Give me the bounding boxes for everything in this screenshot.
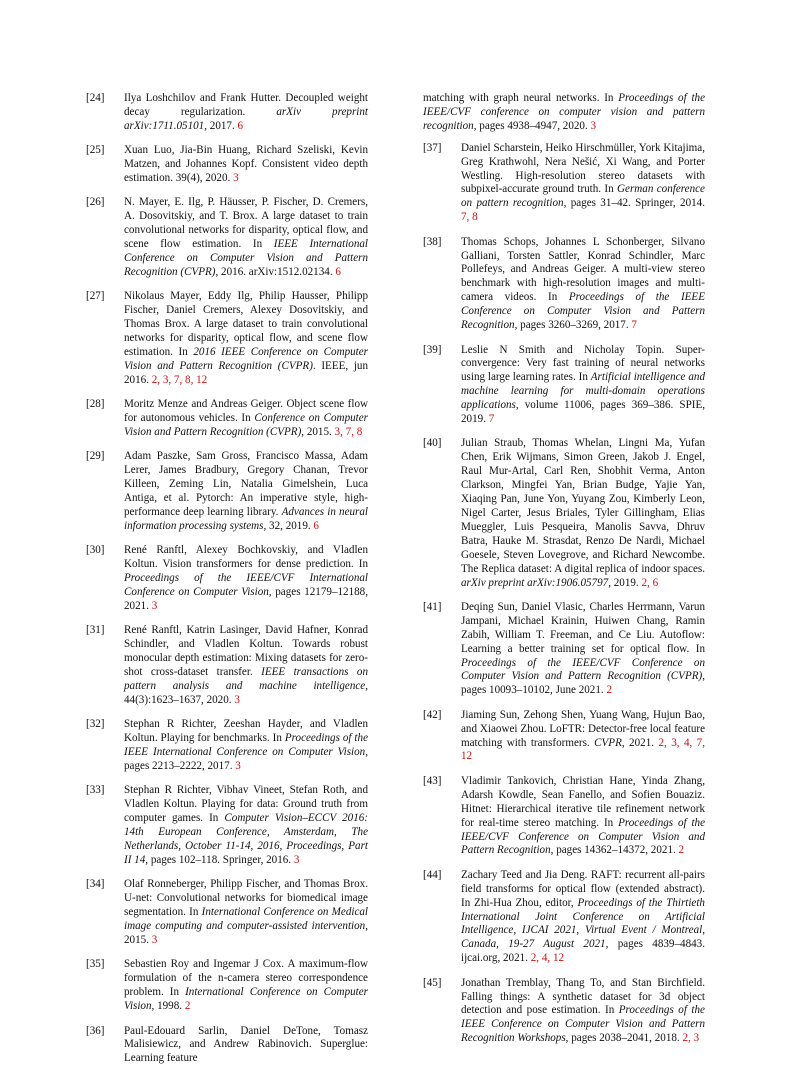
reference-details: , 1998. — [151, 1000, 185, 1013]
reference-number: [29] — [86, 450, 105, 463]
reference-entry — [86, 544, 368, 614]
reference-text: Jiaming Sun, Zehong Shen, Yuang Wang, Hujun Bao, and Xiaowei Zhou. LoFTR: Detector-free local feature matching with transformers. — [461, 708, 705, 749]
reference-venue: International Conference on Computer Vision — [124, 986, 368, 1013]
reference-text: Julian Straub, Thomas Whelan, Lingni Ma, Yufan Chen, Erik Wijmans, Simon Green, Jakob J. Engel, Raul Mur-Artal, Carl Ren, Shobhit Verma, Anton Clarkson, Mingfei Yan, Brian Budge, Yajie Yan, Xiaqing Pan, June Yon, Yuyang Zou, Kimberly Leon, Nigel Carter, Jesus Briales, Tyler Gillingham, Elias Mueggler, Luis Pesqueira, Manolis Savva, Dhruv Batra, Hauke M. Strasdat, Renzo De Nardi, Michael Goesele, Steven Lovegrove, and Richard Newcombe. The Replica dataset: A digital replica of indoor spaces. — [461, 437, 705, 575]
reference-entry — [423, 709, 705, 765]
reference-backlinks[interactable]: 7 — [488, 413, 495, 426]
reference-venue: arXiv preprint arXiv:1906.05797 — [461, 576, 609, 589]
reference-number: [39] — [423, 343, 442, 356]
reference-entry — [423, 142, 705, 225]
reference-venue: arXiv preprint arXiv:1711.05101 — [124, 105, 368, 132]
reference-backlinks[interactable]: 2, 3 — [682, 1032, 700, 1045]
reference-number: [37] — [423, 141, 442, 154]
reference-venue: Proceedings of the Thirtieth International Joint Conference on Artificial Intelligence, IJCAI 2021, Virtual Event / Montreal, Canada, 19-27 August 2021 — [461, 896, 705, 951]
reference-entry — [86, 718, 368, 774]
reference-backlinks[interactable]: 2 — [678, 844, 685, 857]
reference-text: Thomas Schops, Johannes L Schonberger, Silvano Galliani, Torsten Sattler, Konrad Schindler, Marc Pollefeys, and Andreas Geiger. A multi-view stereo benchmark with high-resolution images and multi-camera videos. In — [461, 235, 705, 304]
reference-venue: Proceedings of the IEEE/CVF Conference on Computer Vision and Pattern Recognition — [461, 816, 706, 857]
reference-details: , pages 2038–2041, 2018. — [565, 1032, 683, 1045]
reference-venue: Proceedings of the IEEE/CVF Conference on Computer Vision and Pattern Recognition (CVPR) — [461, 656, 705, 683]
reference-entry — [86, 450, 368, 533]
reference-entry — [86, 92, 368, 134]
reference-details: , 2019. — [608, 576, 642, 589]
reference-entry — [423, 775, 705, 858]
reference-details: , 2015. — [124, 920, 368, 947]
reference-backlinks[interactable]: 3 — [151, 934, 158, 947]
reference-number: [28] — [86, 398, 105, 411]
reference-number: [27] — [86, 290, 105, 303]
reference-text: Xuan Luo, Jia-Bin Huang, Richard Szeliski, Kevin Matzen, and Johannes Kopf. Consistent video depth estimation. 39(4), 2020. — [124, 144, 368, 185]
reference-venue: Advances in neural information processing systems — [124, 506, 368, 532]
reference-details: , 44(3):1623–1637, 2020. — [124, 680, 368, 706]
reference-details: , volume 11006, pages 369–386. SPIE, 2019. — [461, 399, 705, 426]
reference-number: [44] — [423, 868, 442, 881]
reference-text: matching with graph neural networks. In — [423, 92, 619, 104]
reference-entry — [86, 290, 368, 387]
reference-venue: Proceedings of the IEEE Conference on Computer Vision and Pattern Recognition — [461, 291, 705, 332]
reference-backlinks[interactable]: 3 — [234, 693, 240, 706]
reference-entry — [86, 784, 368, 867]
reference-details: , pages 102–118. Springer, 2016. — [145, 854, 294, 866]
reference-backlinks[interactable]: 2, 6 — [641, 576, 659, 589]
reference-venue: IEEE International Conference on Computer Vision and Pattern Recognition (CVPR) — [124, 238, 369, 278]
reference-text: Leslie N Smith and Nicholay Topin. Super-convergence: Very fast training of neural networks using large learning rates. In — [461, 343, 705, 384]
reference-venue: Proceedings of the IEEE Conference on Computer Vision and Pattern Recognition Workshops — [461, 1004, 705, 1045]
reference-text: René Ranftl, Katrin Lasinger, David Hafner, Konrad Schindler, and Vladlen Koltun. Towards robust monocular depth estimation: Mixing datasets for zero-shot cross-dataset transfer. — [124, 624, 368, 679]
reference-backlinks[interactable]: 3 — [293, 854, 300, 866]
reference-entry — [423, 344, 705, 427]
reference-entry — [86, 398, 368, 440]
reference-details: , pages 4839–4843. ijcai.org, 2021. — [461, 938, 705, 965]
reference-entry — [423, 977, 705, 1047]
reference-entry — [423, 92, 705, 134]
reference-text: Nikolaus Mayer, Eddy Ilg, Philip Hausser, Philipp Fischer, Daniel Cremers, Alexey Dosovitskiy, and Thomas Brox. A large dataset to train convolutional networks for disparity, optical flow, and scene flow estimation. In — [124, 290, 368, 358]
reference-details: , 2017. — [204, 119, 238, 132]
reference-backlinks[interactable]: 3 — [590, 119, 597, 132]
reference-text: Zachary Teed and Jia Deng. RAFT: recurrent all-pairs field transforms for optical flow (extended abstract). In Zhi-Hua Zhou, editor, — [461, 868, 705, 909]
reference-entry — [423, 236, 705, 333]
reference-entry — [86, 144, 368, 186]
reference-number: [33] — [86, 784, 105, 797]
reference-number: [32] — [86, 718, 105, 731]
reference-number: [40] — [423, 437, 442, 450]
reference-entry — [423, 437, 705, 590]
reference-details: , pages 31–42. Springer, 2014. — [563, 197, 705, 210]
reference-number: [30] — [86, 544, 105, 557]
reference-venue: Artificial intelligence and machine learning for multi-domain operations applications — [461, 371, 705, 412]
reference-text: Paul-Edouard Sarlin, Daniel DeTone, Tomasz Malisiewicz, and Andrew Rabinovich. Superglue: Learning feature — [124, 1024, 368, 1065]
reference-text: Sebastien Roy and Ingemar J Cox. A maximum-flow formulation of the n-camera stereo correspondence problem. In — [124, 958, 368, 999]
reference-number: [38] — [423, 235, 442, 248]
reference-text: Adam Paszke, Sam Gross, Francisco Massa, Adam Lerer, James Bradbury, Gregory Chanan, Trevor Killeen, Zeming Lin, Natalia Gimelshein, Luca Antiga, et al. Pytorch: An imperative style, high-performance deep learning library. — [124, 450, 368, 519]
reference-venue: IEEE transactions on pattern analysis and machine intelligence — [124, 666, 368, 693]
reference-backlinks[interactable]: 3 — [235, 760, 241, 773]
reference-number: [36] — [86, 1024, 105, 1037]
reference-details: , pages 4938–4947, 2020. — [473, 119, 591, 132]
reference-venue: Conference on Computer Vision and Pattern Recognition (CVPR) — [124, 412, 368, 439]
reference-text: N. Mayer, E. Ilg, P. Häusser, P. Fischer, D. Cremers, A. Dosovitskiy, and T. Brox. A large dataset to train convolutional networks for disparity, optical flow, and scene flow estimation. In — [124, 196, 368, 251]
reference-text: Stephan R Richter, Zeeshan Hayder, and Vladlen Koltun. Playing for benchmarks. In — [124, 718, 368, 745]
reference-entry — [423, 601, 705, 698]
reference-backlinks[interactable]: 7, 8 — [461, 211, 478, 224]
reference-number: [24] — [86, 92, 105, 104]
reference-entry — [86, 878, 368, 948]
reference-details: , 2021. — [621, 736, 659, 749]
reference-backlinks[interactable]: 2, 3, 7, 8, 12 — [151, 373, 208, 386]
reference-backlinks[interactable]: 6 — [335, 265, 341, 278]
reference-venue: Computer Vision–ECCV 2016: 14th European Conference, Amsterdam, The Netherlands, October 11-14, 2016, Proceedings, Part II 14 — [124, 812, 368, 866]
reference-text: Deqing Sun, Daniel Vlasic, Charles Herrmann, Varun Jampani, Michael Krainin, Huiwen Chang, Ramin Zabih, William T. Freeman, and Ce Liu. Autoflow: Learning a better training set for optical flow. In — [461, 600, 705, 655]
reference-venue: Proceedings of the IEEE International Conference on Computer Vision — [124, 732, 368, 759]
reference-text: Olaf Ronneberger, Philipp Fischer, and Thomas Brox. U-net: Convolutional networks for biomedical image segmentation. In — [124, 878, 368, 919]
reference-backlinks[interactable]: 2 — [606, 684, 612, 697]
reference-number: [41] — [423, 600, 442, 613]
reference-text: Vladimir Tankovich, Christian Hane, Yinda Zhang, Adarsh Kowdle, Sean Fanello, and Sofien Bouaziz. Hitnet: Hierarchical iterative tile refinement network for real-time stereo matching. In — [461, 774, 705, 829]
references-right-column — [423, 92, 705, 1057]
reference-text: Moritz Menze and Andreas Geiger. Object scene flow for autonomous vehicles. In — [124, 398, 368, 425]
reference-entry — [86, 624, 368, 707]
reference-details: , pages 2213–2222, 2017. — [124, 746, 368, 773]
reference-venue: Proceedings of the IEEE/CVF International Conference on Computer Vision — [124, 572, 368, 599]
reference-venue: CVPR — [594, 736, 622, 749]
reference-backlinks[interactable]: 6 — [237, 119, 244, 132]
reference-entry — [423, 869, 705, 966]
reference-details: , pages 10093–10102, June 2021. — [461, 670, 705, 697]
reference-details: , 32, 2019. — [263, 519, 314, 532]
reference-backlinks[interactable]: 2, 3, 4, 7, 12 — [461, 736, 706, 763]
reference-number: [35] — [86, 958, 105, 971]
reference-text: René Ranftl, Alexey Bochkovskiy, and Vladlen Koltun. Vision transformers for dense prediction. In — [124, 544, 368, 571]
reference-details: , pages 14362–14372, 2021. — [550, 844, 679, 857]
reference-backlinks[interactable]: 6 — [313, 519, 319, 532]
reference-backlinks[interactable]: 3, 7, 8 — [334, 426, 363, 439]
reference-backlinks[interactable]: 3 — [151, 600, 158, 612]
reference-details: , pages 12179–12188, 2021. — [124, 586, 368, 612]
reference-number: [42] — [423, 708, 442, 721]
reference-text: Jonathan Tremblay, Thang To, and Stan Birchfield. Falling things: A synthetic dataset for 3d object detection and pose estimation. In — [461, 976, 705, 1017]
references-left-column — [86, 92, 368, 1077]
reference-venue: Proceedings of the IEEE/CVF conference on computer vision and pattern recognition — [423, 92, 705, 132]
reference-backlinks[interactable]: 7 — [631, 319, 637, 332]
reference-number: [45] — [423, 976, 442, 989]
reference-number: [26] — [86, 196, 105, 209]
reference-entry — [86, 1025, 368, 1067]
reference-venue: 2016 IEEE Conference on Computer Vision and Pattern Recognition (CVPR) — [124, 346, 369, 372]
reference-backlinks[interactable]: 2 — [184, 1000, 191, 1013]
reference-venue: International Conference on Medical image computing and computer-assisted intervention — [124, 906, 369, 933]
reference-text: Ilya Loshchilov and Frank Hutter. Decoupled weight decay regularization. — [124, 92, 368, 118]
reference-details: , 2016. arXiv:1512.02134. — [215, 265, 336, 278]
reference-details: , pages 3260–3269, 2017. — [514, 319, 632, 332]
reference-backlinks[interactable]: 2, 4, 12 — [530, 952, 565, 965]
reference-venue: German conference on pattern recognition — [461, 183, 705, 210]
reference-entry — [86, 958, 368, 1014]
reference-details: , 2015. — [301, 426, 335, 439]
reference-backlinks[interactable]: 3 — [233, 172, 239, 185]
reference-entry — [86, 196, 368, 279]
reference-details: . IEEE, jun 2016. — [124, 359, 368, 386]
reference-number: [31] — [86, 624, 105, 637]
reference-number: [34] — [86, 878, 105, 891]
reference-text: Stephan R Richter, Vibhav Vineet, Stefan Roth, and Vladlen Koltun. Playing for data: Ground truth from computer games. In — [124, 784, 368, 825]
reference-number: [25] — [86, 144, 105, 157]
reference-text: Daniel Scharstein, Heiko Hirschmüller, York Kitajima, Greg Krathwohl, Nera Nešić, Xi Wang, and Porter Westling. High-resolution stereo datasets with subpixel-accurate ground truth. In — [461, 141, 705, 196]
reference-number: [43] — [423, 774, 442, 787]
